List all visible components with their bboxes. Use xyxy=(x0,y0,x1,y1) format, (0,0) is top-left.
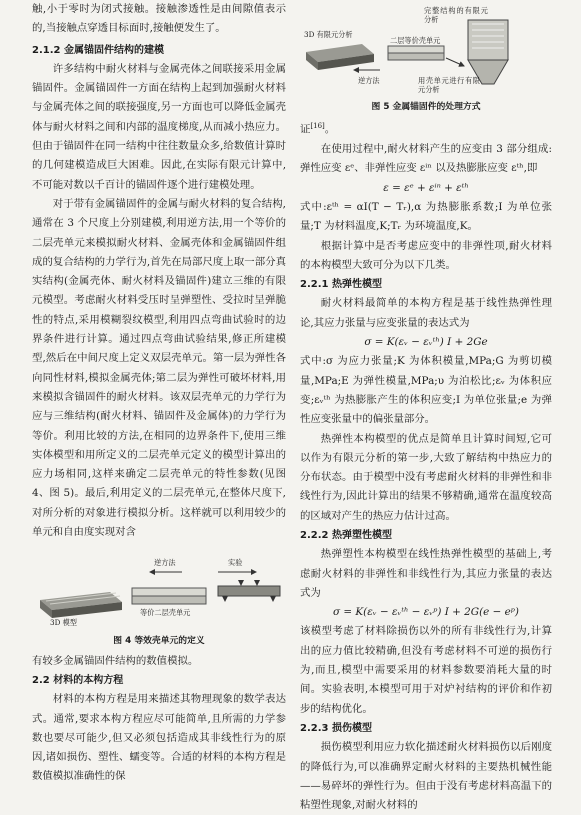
label-experiment: 实验 xyxy=(228,558,243,568)
label-shell-element: 等价二层壳单元 xyxy=(140,608,191,618)
paragraph: 该模型考虑了材料除损伤以外的所有非线性行为,计算出的应力值比较精确,但没有考虑材料不可逆的损伤行为,而且,模型中需要采用的材料参数要消耗大量的时间。实验表明,本模型可用于对炉衬结构的评价和作初步的结构优化。 xyxy=(300,625,552,715)
label-inverse-method: 逆方法 xyxy=(154,558,176,568)
two-layer-shell-sketch xyxy=(388,46,444,60)
paragraph: 在使用过程中,耐火材料产生的应变由 3 部分组成:弹性应变 εᵉ、非弹性应变 εⁱⁿ 以及热膨胀应变 εᵗʰ,即 xyxy=(300,143,552,175)
3d-block-model xyxy=(40,592,122,618)
paragraph: 材料的本构方程是用来描述其物理现象的数学表达式。通常,要求本构方程应尽可能简单,且所需的力学参数也要尽可能少,但又必须包括造成其非线性行为的原因,诸如损伤、塑性、蠕变等。合适的材料的本构方程是数值模拟准确性的保 xyxy=(32,693,286,783)
right-column xyxy=(300,0,552,815)
experiment-beam xyxy=(218,580,280,602)
section-heading: 2.2.1 热弹性模型 xyxy=(300,279,382,291)
arrow-apply xyxy=(446,58,464,66)
left-column xyxy=(32,0,286,787)
paragraph: 触,小于零时为闭式接触。接触渗透性是由间隙值表示的,当接触点穿透目标面时,接触便发生了。 xyxy=(32,3,286,35)
label-inverse-method: 逆方法 xyxy=(358,76,380,85)
text: 证 xyxy=(300,123,311,136)
paragraph: 耐火材料最简单的本构方程是基于线性热弹性理论,其应力张量与应变张量的表达式为 xyxy=(300,297,552,329)
vessel-structure xyxy=(468,20,508,84)
paragraph: 热弹性本构模型的优点是简单且计算时间短,它可以作为有限元分析的第一步,大致了解结构中热应力的分布状态。由于模型中没有考虑耐火材料的非弹性和非线性行为,因此计算出的结果不够精确,通常在温度较高的区域对产生的热应力估计过高。 xyxy=(300,432,552,522)
label-3d-fea: 3D 有限元分析 xyxy=(304,30,353,39)
equation-1: ε = εᵉ + εⁱⁿ + εᵗʰ xyxy=(383,181,469,194)
paragraph: 式中:σ 为应力张量;K 为体积模量,MPa;G 为剪切模量,MPa;E 为弹性模量,MPa;υ 为泊松比;εᵥ 为体积应变;εᵥᵗʰ 为热膨胀产生的体积应变;I 为单位张量;e 为弹性应变张量中的偏张量部分。 xyxy=(300,355,552,426)
paragraph: 根据计算中是否考虑应变中的非弹性项,耐火材料的本构模型大致可分为以下几类。 xyxy=(300,239,552,271)
section-heading: 2.2.3 损伤模型 xyxy=(300,722,372,734)
equation-2: σ = K(εᵥ − εᵥᵗʰ) I + 2Ge xyxy=(364,336,488,349)
paragraph: 式中:εᵗʰ = αI(T − Tᵣ),α 为热膨胀系数;I 为单位张量;T 为材料温度,K;Tᵣ 为环境温度,K。 xyxy=(300,200,552,233)
3d-block-model xyxy=(306,44,374,70)
paragraph xyxy=(300,117,552,140)
paragraph: 对于带有金属锚固件的金属与耐火材料的复合结构,通常在 3 个尺度上分别建模,利用逆方法,用一个等价的二层壳单元来模拟耐火材料、金属壳体和金属锚固件组成的复合结构的力学行为,首先在局部尺度上取一部分真实结构(金属壳体、耐火材料及锚固件)建立三维的有限元模型。考虑耐火材料受压时呈弹塑性、受拉时呈弹脆性的特点,采用模糊裂纹模型,利用四点弯曲试验时的边界条件进行计算。通过四点弯曲试验结果,修正所建模型,然后在中间尺度上定义双层壳单元。第一层为弹性各向同性材料,模拟金属壳体;第二层为弹性可破坏材料,用来模拟含锚固件的耐火材料。该双层壳单元的力学行为应与三维结构(耐火材料、锚固件及金属体)的力学行为等价。利用比较的方法,在相同的边界条件下,使用三维实体模型和用所定义的二层壳单元定义的模型计算出的应力场相同,这样来确定二层壳单元的特性参数(见图 4、图 5)。最后,利用定义的二层壳单元,在整体尺度下,对所分析的对象进行模拟分析。这样就可以利用较少的单元和自由度实现对含 xyxy=(32,197,286,539)
label-shell-fea: 用壳单元进行有限元分析 xyxy=(418,76,480,94)
section-heading: 2.2.2 热弹塑性模型 xyxy=(300,530,392,541)
label-3d-model: 3D 模型 xyxy=(50,618,77,628)
figure-5-caption: 图 5 金属锚固件的处理方式 xyxy=(371,102,481,112)
section-heading: 2.1.2 金属锚固件结构的建模 xyxy=(32,44,164,56)
paragraph: 热弹塑性本构模型在线性热弹性模型的基础上,考虑耐火材料的非弹性和非线性行为,其应力张量的表达式为 xyxy=(300,548,552,599)
figure-4-caption: 图 4 等效壳单元的定义 xyxy=(113,636,205,647)
paragraph: 有较多金属锚固件结构的数值模拟。 xyxy=(32,654,199,667)
citation: [16] xyxy=(310,122,325,131)
label-two-layer-shell: 二层等价壳单元 xyxy=(390,36,441,45)
text: 。 xyxy=(324,123,336,136)
paragraph: 损伤模型利用应力软化描述耐火材料损伤以后刚度的降低行为,可以准确界定耐火材料的主要热机械性能——易碎坏的弹性行为。但由于没有考虑材料高温下的粘塑性现象,对耐火材料的 xyxy=(300,741,552,812)
shell-element-sketch xyxy=(132,588,206,604)
equation-3: σ = K(εᵥ − εᵥᵗʰ − εᵥᵖ) I + 2G(e − eᵖ) xyxy=(333,606,519,619)
figure-4 xyxy=(32,548,286,632)
section-heading: 2.2 材料的本构方程 xyxy=(32,674,124,686)
label-complete-structure: 完整结构的有限元分析 xyxy=(424,6,488,24)
figure-5 xyxy=(300,0,552,98)
paragraph: 许多结构中耐火材料与金属壳体之间联接采用金属锚固件。金属锚固件一方面在结构上起到加强耐火材料与金属壳体之间的联接强度,另一方面也可以降低金属壳体与耐火材料之间和内部的温度梯度,从而减小热应力。但由于锚固件在同一结构中往往数量众多,给数值计算时的几何建模造成巨大困难。因此,在实际有限元计算中,不可能对数以千百计的锚固件逐个进行建模处理。 xyxy=(32,62,286,191)
